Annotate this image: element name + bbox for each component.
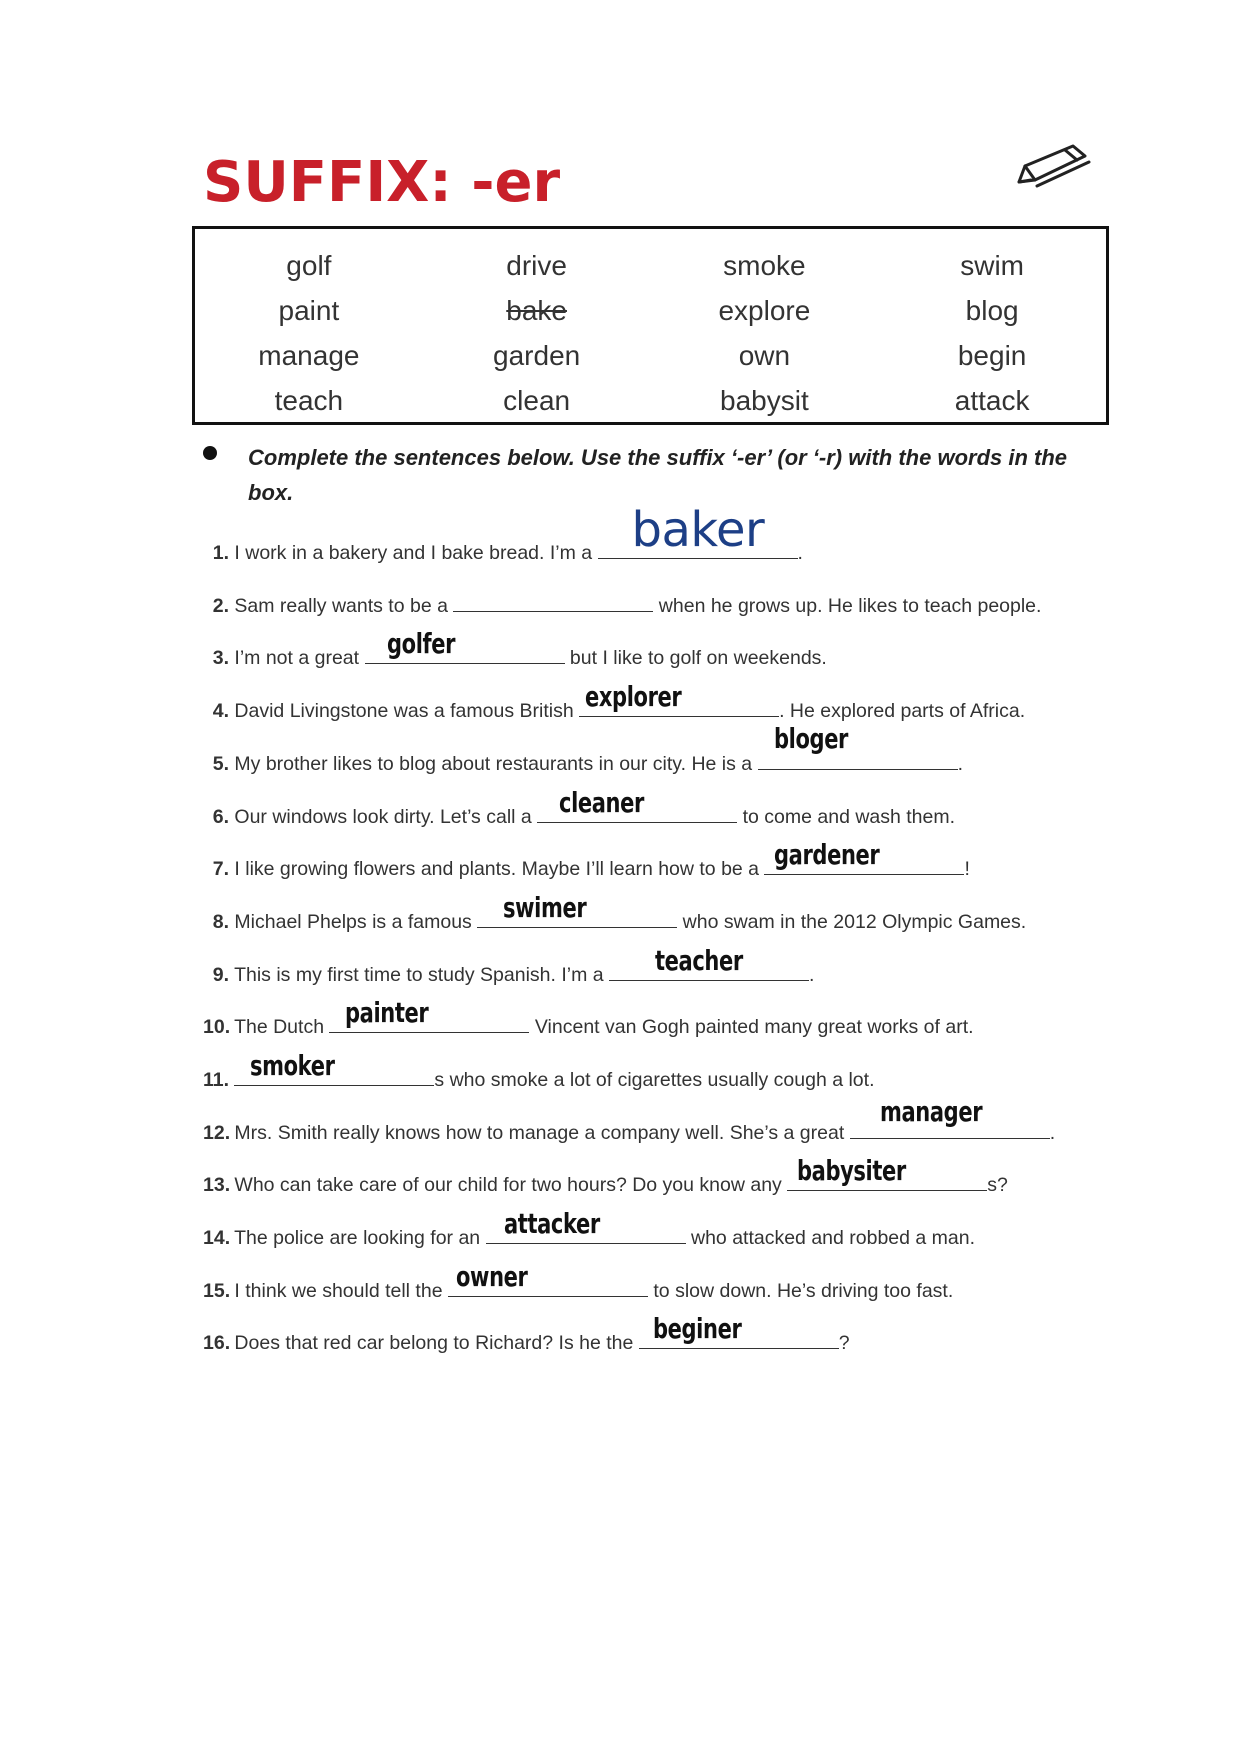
answer-blank[interactable] xyxy=(850,1095,1050,1139)
answer-blank[interactable] xyxy=(579,680,779,717)
word-golf: golf xyxy=(286,250,332,281)
question-text-before: I think we should tell the xyxy=(234,1280,443,1302)
word-drive: drive xyxy=(506,250,567,281)
question-text-before: The police are looking for an xyxy=(234,1227,481,1249)
question-number: 15. xyxy=(203,1280,231,1302)
question-number: 12. xyxy=(203,1122,231,1144)
question-text-before: Does that red car belong to Richard? Is he the xyxy=(234,1332,634,1354)
question-text-after: ! xyxy=(964,858,970,880)
word-bake-crossed-out: bake xyxy=(506,295,567,326)
answer-blank[interactable] xyxy=(639,1312,839,1349)
question-number: 8. xyxy=(212,911,229,933)
answer-blank[interactable] xyxy=(329,996,529,1033)
word-attack: attack xyxy=(954,385,1030,416)
question-text-before: I’m not a great xyxy=(234,647,360,669)
answer-blank[interactable] xyxy=(598,502,798,559)
word-box xyxy=(192,226,1109,425)
question-number: 4. xyxy=(212,700,229,722)
question-text-before: Mrs. Smith really knows how to manage a company well. She’s a great xyxy=(234,1122,845,1144)
question-text-after: . xyxy=(797,542,803,564)
question-text-after: to slow down. He’s driving too fast. xyxy=(653,1280,954,1302)
word-begin: begin xyxy=(957,340,1027,371)
answer-text: painter xyxy=(345,996,429,1029)
answer-text: cleaner xyxy=(559,786,645,819)
question-text-after: s? xyxy=(987,1174,1008,1196)
answer-blank[interactable] xyxy=(477,891,677,928)
answer-text: owner xyxy=(455,1260,528,1293)
question-text-after: who swam in the 2012 Olympic Games. xyxy=(682,911,1027,933)
word-babysit: babysit xyxy=(720,385,809,416)
question-text-after: . xyxy=(809,964,815,986)
question-text-before: I work in a bakery and I bake bread. I’m a xyxy=(234,542,593,564)
question-text-before: Michael Phelps is a famous xyxy=(234,911,472,933)
answer-text: gardener xyxy=(774,838,880,871)
answer-blank[interactable] xyxy=(453,591,653,612)
question-3 xyxy=(203,627,827,670)
word-explore: explore xyxy=(718,295,811,326)
question-12 xyxy=(203,1095,1056,1145)
question-number: 1. xyxy=(212,542,229,564)
question-1 xyxy=(203,502,803,565)
question-text-before: Who can take care of our child for two hours? Do you know any xyxy=(234,1174,782,1196)
question-text-after: s who smoke a lot of cigarettes usually cough a lot. xyxy=(434,1069,875,1091)
word-paint: paint xyxy=(278,295,340,326)
question-number: 13. xyxy=(203,1174,231,1196)
word-swim: swim xyxy=(960,250,1024,281)
word-teach: teach xyxy=(274,385,344,416)
answer-blank[interactable] xyxy=(758,722,958,770)
question-text-after: . xyxy=(957,753,963,775)
question-2 xyxy=(203,591,1041,618)
question-text-before: Our windows look dirty. Let’s call a xyxy=(234,806,532,828)
question-4 xyxy=(203,680,1026,723)
answer-text: bloger xyxy=(773,722,848,755)
question-6 xyxy=(203,786,956,829)
question-number: 16. xyxy=(203,1332,231,1354)
answer-text: attacker xyxy=(503,1207,600,1240)
answer-blank[interactable] xyxy=(365,627,565,664)
question-text-after: Vincent van Gogh painted many great works of art. xyxy=(534,1016,974,1038)
answer-text: beginer xyxy=(652,1312,742,1345)
question-number: 10. xyxy=(203,1016,231,1038)
question-number: 11. xyxy=(203,1069,230,1091)
question-14 xyxy=(203,1207,976,1250)
question-number: 5. xyxy=(212,753,229,775)
question-10 xyxy=(203,996,974,1039)
question-text-before: This is my first time to study Spanish. I’m a xyxy=(234,964,604,986)
word-blog: blog xyxy=(965,295,1019,326)
question-number: 3. xyxy=(212,647,229,669)
question-text-after: who attacked and robbed a man. xyxy=(691,1227,976,1249)
question-text-before: I like growing flowers and plants. Maybe I’ll learn how to be a xyxy=(234,858,760,880)
answer-text: teacher xyxy=(655,944,743,977)
question-9 xyxy=(203,944,815,987)
answer-blank[interactable] xyxy=(486,1207,686,1244)
question-text-before: My brother likes to blog about restaurants in our city. He is a xyxy=(234,753,753,775)
question-7 xyxy=(203,838,970,881)
question-16 xyxy=(203,1312,850,1355)
answer-text: explorer xyxy=(585,680,682,713)
word-clean: clean xyxy=(503,385,571,416)
answer-text: golfer xyxy=(386,627,455,660)
answer-text: smoker xyxy=(250,1049,335,1082)
question-text-after: . xyxy=(1049,1122,1056,1144)
question-number: 14. xyxy=(203,1227,231,1249)
bullet-icon xyxy=(203,446,217,460)
question-text-before: David Livingstone was a famous British xyxy=(234,700,574,722)
answer-text: manager xyxy=(879,1095,982,1128)
word-grid xyxy=(195,243,1106,423)
word-smoke: smoke xyxy=(723,250,806,281)
question-number: 9. xyxy=(212,964,229,986)
answer-blank[interactable] xyxy=(787,1154,987,1191)
question-text-after: but I like to golf on weekends. xyxy=(569,647,827,669)
worksheet-title: SUFFIX: -er xyxy=(203,150,561,215)
answer-blank[interactable] xyxy=(537,786,737,823)
answer-text: baker xyxy=(631,502,765,558)
answer-text: babysiter xyxy=(797,1154,907,1187)
question-text-after: ? xyxy=(838,1332,850,1354)
answer-blank[interactable] xyxy=(448,1260,648,1297)
question-text-after: . He explored parts of Africa. xyxy=(779,700,1026,722)
question-text-after: when he grows up. He likes to teach people. xyxy=(658,595,1042,617)
answer-blank[interactable] xyxy=(234,1049,434,1086)
answer-text: swimer xyxy=(503,891,587,924)
question-13 xyxy=(203,1154,1008,1197)
question-5 xyxy=(203,722,963,776)
question-15 xyxy=(203,1260,954,1303)
question-text-before: Sam really wants to be a xyxy=(234,595,448,617)
answer-blank[interactable] xyxy=(764,838,964,875)
word-manage: manage xyxy=(258,340,360,371)
instructions: Complete the sentences below. Use the suffix ‘-er’ (or ‘-r) with the words in the box. xyxy=(248,445,1068,505)
question-text-before: The Dutch xyxy=(234,1016,325,1038)
answer-blank[interactable] xyxy=(609,944,809,981)
question-number: 7. xyxy=(212,858,229,880)
question-number: 6. xyxy=(212,806,229,828)
question-8 xyxy=(203,891,1027,934)
question-text-after: to come and wash them. xyxy=(742,806,956,828)
question-11 xyxy=(203,1049,875,1092)
question-number: 2. xyxy=(212,595,229,617)
word-own: own xyxy=(738,340,791,371)
pencil-icon xyxy=(1013,142,1093,190)
word-garden: garden xyxy=(493,340,581,371)
